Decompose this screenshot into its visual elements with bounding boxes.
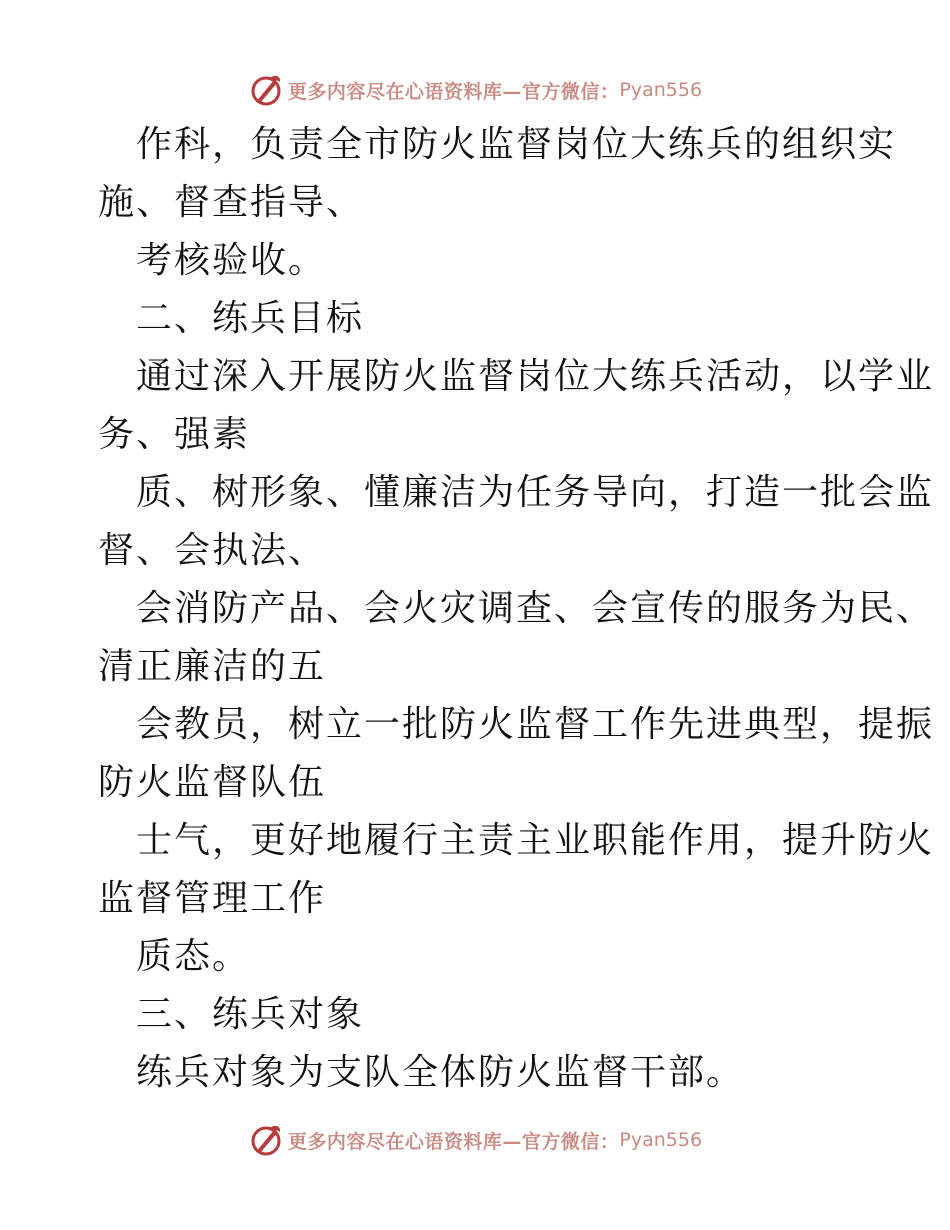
header-wechat-id: Pyan556 — [619, 79, 703, 101]
document-line: 三、练兵对象 — [136, 994, 365, 1035]
document-line: 会消防产品、会火灾调查、会宣传的服务为民、 — [136, 588, 935, 629]
document-line: 务、强素 — [98, 414, 251, 455]
header-watermark-banner — [0, 70, 950, 110]
document-line: 通过深入开展防火监督岗位大练兵活动，以学业 — [136, 356, 935, 397]
document-line: 督、会执法、 — [98, 530, 327, 571]
document-body — [98, 116, 935, 1102]
document-line: 清正廉洁的五 — [98, 646, 327, 687]
document-line: 施、督查指导、 — [98, 182, 365, 223]
document-line: 二、练兵目标 — [136, 298, 365, 339]
document-line: 练兵对象为支队全体防火监督干部。 — [136, 1052, 745, 1093]
document-line: 会教员，树立一批防火监督工作先进典型，提振 — [136, 704, 935, 745]
flame-quill-logo-icon — [248, 72, 284, 108]
footer-wechat-id: Pyan556 — [619, 1129, 703, 1151]
header-banner-text: 更多内容尽在心语资料库—官方微信： — [287, 80, 620, 103]
document-line: 监督管理工作 — [98, 878, 327, 919]
document-line: 质、树形象、懂廉洁为任务导向，打造一批会监 — [136, 472, 935, 513]
document-line: 作科，负责全市防火监督岗位大练兵的组织实 — [136, 124, 897, 165]
flame-quill-logo-icon — [248, 1122, 284, 1158]
document-line: 士气，更好地履行主责主业职能作用，提升防火 — [136, 820, 935, 861]
footer-banner-text: 更多内容尽在心语资料库—官方微信： — [287, 1130, 620, 1153]
footer-watermark-banner — [0, 1120, 950, 1160]
document-line: 防火监督队伍 — [98, 762, 327, 803]
document-line: 考核验收。 — [136, 240, 327, 281]
document-line: 质态。 — [136, 936, 251, 977]
